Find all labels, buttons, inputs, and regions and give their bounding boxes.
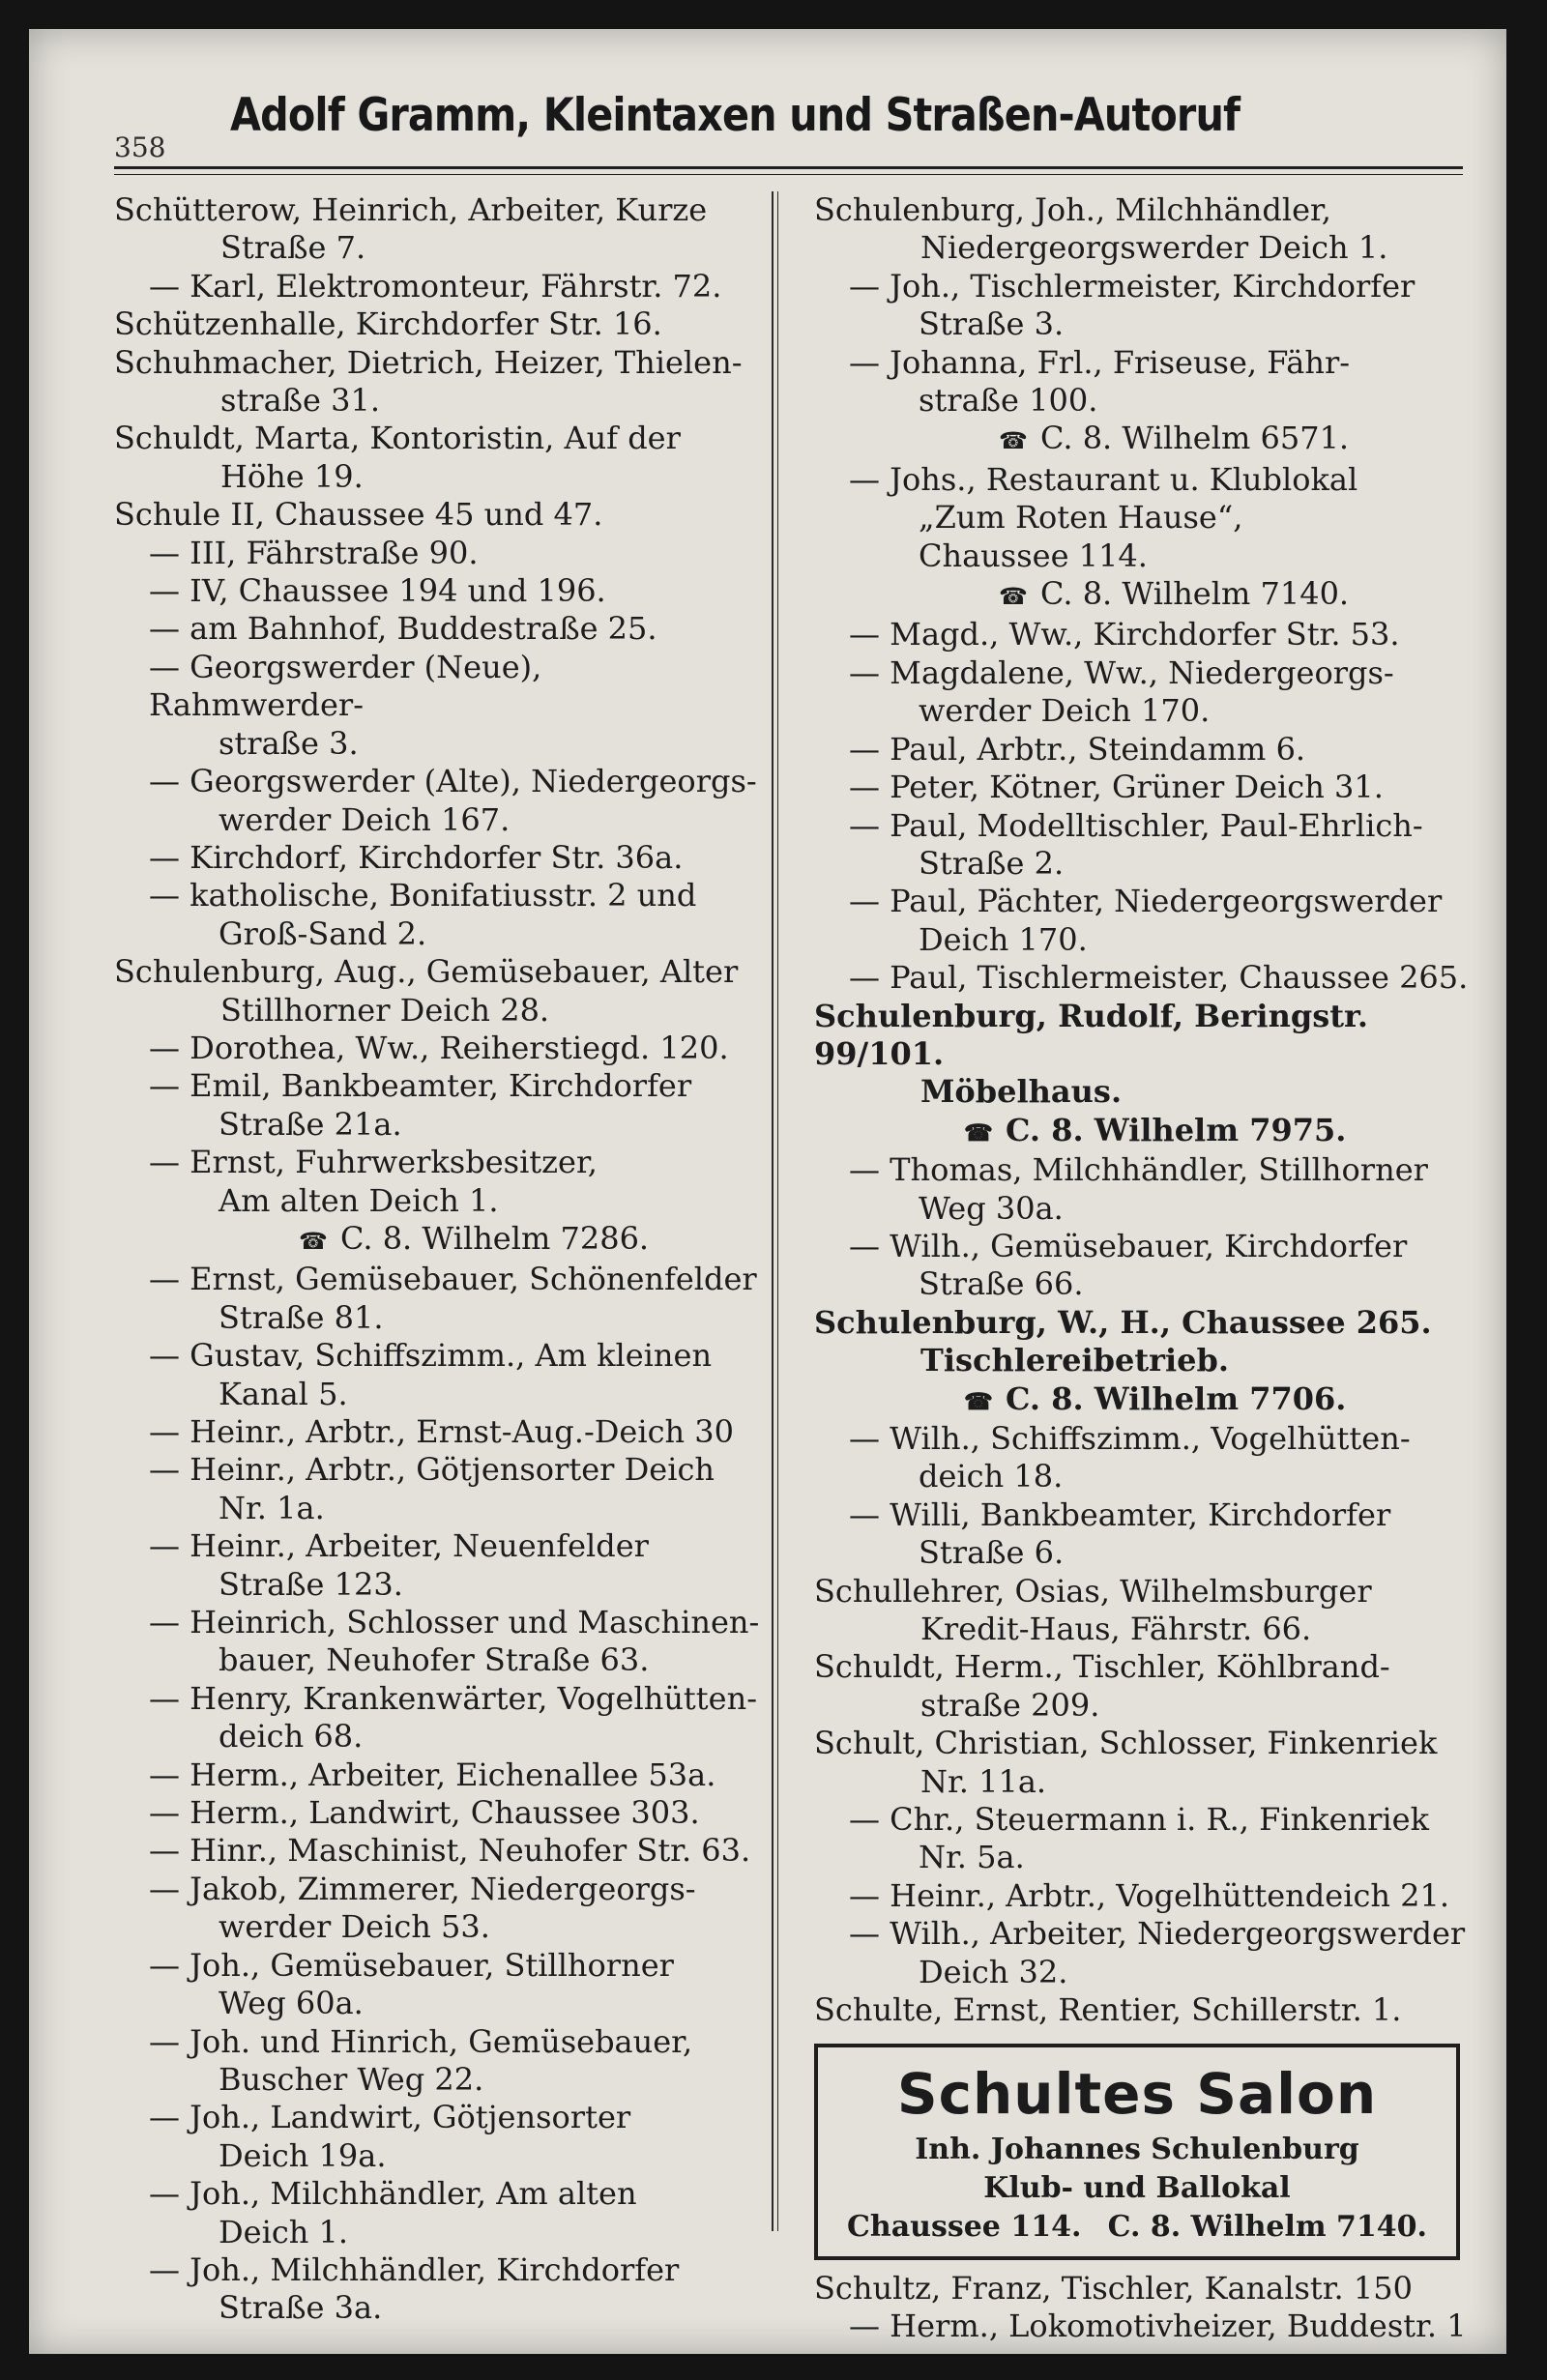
directory-entry <box>114 1604 762 1680</box>
salon-address-line <box>833 2208 1441 2247</box>
entry-text: — Herm., Landwirt, Chaussee 303. <box>149 1794 700 1832</box>
directory-entry <box>114 1067 762 1144</box>
entry-continuation: „Zum Roten Hause“, <box>919 499 1243 537</box>
directory-entry <box>814 1304 1472 1420</box>
salon-address: Chaussee 114. <box>847 2209 1082 2244</box>
directory-entry <box>114 1871 762 1947</box>
entry-text: — Johanna, Frl., Friseuse, Fähr- <box>849 343 1351 381</box>
entry-text: Schütterow, Heinrich, Arbeiter, Kurze <box>114 191 708 228</box>
entry-text: — Heinr., Arbtr., Vogelhüttendeich 21. <box>849 1876 1450 1914</box>
phone-line <box>849 420 1472 460</box>
directory-entry <box>114 496 762 534</box>
entry-continuation: Niedergeorgswerder Deich 1. <box>920 229 1388 267</box>
directory-entry <box>114 1832 762 1870</box>
phone-number: C. 8. Wilhelm 6571. <box>1040 420 1350 457</box>
entry-text: — Joh., Milchhändler, Kirchdorfer <box>149 2250 680 2288</box>
directory-entry <box>814 1877 1472 1915</box>
entry-text: — Georgswerder (Neue), Rahmwerder- <box>149 648 542 724</box>
page-header <box>114 89 1463 182</box>
phone-line <box>814 1112 1472 1151</box>
directory-entry <box>814 807 1472 884</box>
entry-text: — Wilh., Arbeiter, Niedergeorgswerder <box>849 1915 1466 1953</box>
right-column <box>814 191 1472 2345</box>
telephone-icon: ☎ <box>999 427 1028 455</box>
entry-continuation: werder Deich 170. <box>919 692 1211 730</box>
entry-text: — Ernst, Gemüsebauer, Schönenfelder <box>149 1261 757 1298</box>
phone-line <box>149 1220 762 1261</box>
entry-text: — Emil, Bankbeamter, Kirchdorfer <box>149 1067 692 1105</box>
entry-text: — III, Fährstraße 90. <box>149 534 479 571</box>
entry-continuation: deich 18. <box>919 1458 1064 1495</box>
entry-text: — Joh. und Hinrich, Gemüsebauer, <box>149 2022 693 2060</box>
entry-text: — Joh., Tischlermeister, Kirchdorfer <box>849 267 1416 305</box>
directory-entry <box>814 268 1472 344</box>
entry-text: — Magd., Ww., Kirchdorfer Str. 53. <box>849 616 1400 653</box>
entry-continuation: Am alten Deich 1. <box>219 1181 499 1219</box>
header-rule-thin <box>114 174 1463 175</box>
entry-text: Schult, Christian, Schlosser, Finkenriek <box>814 1725 1438 1762</box>
entry-text: — Henry, Krankenwärter, Vogelhütten- <box>149 1679 757 1717</box>
column-divider-thin <box>777 191 778 2231</box>
entry-text: — IV, Chaussee 194 und 196. <box>149 572 606 610</box>
entry-text: — Chr., Steuermann i. R., Finkenriek <box>849 1801 1429 1839</box>
directory-entry <box>114 1337 762 1413</box>
directory-entry <box>814 344 1472 461</box>
entry-continuation: Möbelhaus. <box>920 1073 1123 1111</box>
entry-text: Schule II, Chaussee 45 und 47. <box>114 496 603 534</box>
entry-continuation: Tischlereibetrieb. <box>920 1342 1230 1379</box>
directory-entry <box>814 1915 1472 1991</box>
directory-entry <box>114 839 762 877</box>
entry-continuation: Straße 3a. <box>219 2289 383 2327</box>
directory-entry <box>814 1420 1472 1496</box>
directory-entry <box>814 998 1472 1152</box>
directory-entry <box>814 1725 1472 1801</box>
entry-continuation: bauer, Neuhofer Straße 63. <box>219 1641 650 1679</box>
directory-entry <box>114 649 762 763</box>
directory-entry <box>114 1756 762 1794</box>
phone-number: C. 8. Wilhelm 7975. <box>1006 1111 1347 1148</box>
entry-text: — Paul, Modelltischler, Paul-Ehrlich- <box>849 806 1423 844</box>
directory-entry <box>814 1228 1472 1304</box>
entry-text: — Joh., Landwirt, Götjensorter <box>149 2099 631 2136</box>
entry-text: — am Bahnhof, Buddestraße 25. <box>149 610 657 648</box>
entry-text: Schulenburg, W., H., Chaussee 265. <box>814 1303 1432 1341</box>
entry-text: — Joh., Milchhändler, Am alten <box>149 2175 637 2213</box>
header-rule <box>114 166 1463 169</box>
directory-entry <box>114 610 762 648</box>
entry-text: — Herm., Lokomotivheizer, Buddestr. 1 <box>849 2307 1467 2344</box>
entry-text: — Willi, Bankbeamter, Kirchdorfer <box>849 1495 1391 1533</box>
directory-entry <box>114 572 762 610</box>
entry-text: — Wilh., Gemüsebauer, Kirchdorfer <box>849 1227 1408 1264</box>
entry-text: Schuhmacher, Dietrich, Heizer, Thielen- <box>114 343 743 381</box>
directory-entry <box>814 654 1472 731</box>
entry-continuation: Nr. 5a. <box>919 1839 1025 1876</box>
entry-continuation: Straße 123. <box>219 1565 403 1603</box>
entry-continuation: werder Deich 167. <box>219 800 511 838</box>
directory-entry <box>114 2175 762 2251</box>
directory-entry <box>814 1151 1472 1228</box>
phone-number: C. 8. Wilhelm 7706. <box>1006 1379 1347 1417</box>
salon-title: Schultes Salon <box>896 2060 1378 2127</box>
entry-text: Schultz, Franz, Tischler, Kanalstr. 150 <box>814 2269 1413 2307</box>
entry-continuation: Deich 19a. <box>219 2136 387 2174</box>
directory-entry <box>114 1527 762 1604</box>
entry-text: Schützenhalle, Kirchdorfer Str. 16. <box>114 305 662 343</box>
entry-continuation: Deich 170. <box>919 920 1088 958</box>
directory-entry <box>114 953 762 1030</box>
entry-continuation: Höhe 19. <box>220 457 364 495</box>
directory-entry <box>114 1794 762 1832</box>
entry-continuation: Stillhorner Deich 28. <box>220 991 550 1029</box>
entry-text: Schuldt, Herm., Tischler, Köhlbrand- <box>814 1648 1390 1686</box>
phone-line <box>814 1380 1472 1420</box>
directory-entry <box>814 769 1472 806</box>
entry-text: — Magdalene, Ww., Niedergeorgs- <box>849 653 1394 691</box>
entry-continuation: werder Deich 53. <box>219 1908 490 1946</box>
directory-entry <box>114 1451 762 1527</box>
page-number: 358 <box>114 131 166 163</box>
entry-text: — Heinrich, Schlosser und Maschinen- <box>149 1604 760 1641</box>
entry-text: — Wilh., Schiffszimm., Vogelhütten- <box>849 1420 1411 1457</box>
entry-continuation: Straße 6. <box>919 1534 1065 1572</box>
entry-continuation: Weg 60a. <box>219 1985 364 2022</box>
entry-text: — Paul, Pächter, Niedergeorgswerder <box>849 883 1443 920</box>
entry-continuation: Chaussee 114. <box>919 537 1148 574</box>
entry-continuation: Kanal 5. <box>219 1375 348 1412</box>
entry-continuation: Buscher Weg 22. <box>219 2060 484 2098</box>
entry-text: Schulte, Ernst, Rentier, Schillerstr. 1. <box>814 1991 1402 2029</box>
entry-text: — Herm., Arbeiter, Eichenallee 53a. <box>149 1756 716 1793</box>
directory-entry <box>114 877 762 953</box>
left-column <box>114 191 762 2328</box>
entry-continuation: Deich 1. <box>219 2213 349 2250</box>
directory-entry <box>114 2099 762 2175</box>
entry-continuation: Straße 2. <box>919 844 1065 882</box>
entry-text: — Ernst, Fuhrwerksbesitzer, <box>149 1144 598 1181</box>
entry-text: — Peter, Kötner, Grüner Deich 31. <box>849 769 1384 806</box>
directory-entry <box>814 461 1472 617</box>
entry-text: — Thomas, Milchhändler, Stillhorner <box>849 1151 1428 1189</box>
entry-text: Schulenburg, Rudolf, Beringstr. 99/101. <box>814 997 1369 1072</box>
directory-entry <box>814 2270 1472 2307</box>
directory-entry <box>114 535 762 572</box>
directory-page <box>29 29 1506 2354</box>
directory-entry <box>814 2307 1472 2345</box>
entry-text: Schullehrer, Osias, Wilhelmsburger <box>814 1572 1372 1610</box>
directory-entry <box>114 1144 762 1261</box>
directory-entry <box>814 731 1472 769</box>
directory-entry <box>114 191 762 268</box>
entry-text: — Paul, Tischlermeister, Chaussee 265. <box>849 959 1469 997</box>
entry-text: — Karl, Elektromonteur, Fährstr. 72. <box>149 267 722 305</box>
entry-text: — Heinr., Arbeiter, Neuenfelder <box>149 1527 649 1565</box>
salon-advertisement <box>814 2044 1460 2260</box>
entry-text: — Heinr., Arbtr., Ernst-Aug.-Deich 30 <box>149 1413 734 1450</box>
directory-entry <box>114 2251 762 2328</box>
directory-entry <box>114 1261 762 1337</box>
entry-continuation: Kredit-Haus, Fährstr. 66. <box>920 1611 1312 1648</box>
telephone-icon: ☎ <box>299 1227 328 1255</box>
entry-text: Schuldt, Marta, Kontoristin, Auf der <box>114 420 681 457</box>
entry-continuation: Straße 21a. <box>219 1105 402 1143</box>
column-divider <box>772 191 774 2231</box>
phone-number: C. 8. Wilhelm 7286. <box>340 1219 650 1257</box>
entry-text: — katholische, Bonifatiusstr. 2 und <box>149 877 697 914</box>
directory-entry <box>114 344 762 421</box>
directory-entry <box>814 1801 1472 1877</box>
right-column-entries-after-ad <box>814 2270 1472 2346</box>
salon-owner: Inh. Johannes Schulenburg <box>915 2132 1359 2166</box>
entry-text: — Georgswerder (Alte), Niedergeorgs- <box>149 763 757 800</box>
directory-entry <box>114 1947 762 2023</box>
directory-entry <box>814 1496 1472 1573</box>
entry-continuation: deich 68. <box>219 1718 364 1756</box>
telephone-icon: ☎ <box>964 1117 993 1146</box>
entry-text: — Jakob, Zimmerer, Niedergeorgs- <box>149 1870 696 1907</box>
entry-continuation: Nr. 11a. <box>920 1762 1047 1800</box>
directory-entry <box>114 420 762 496</box>
directory-entry <box>114 1680 762 1756</box>
directory-entry <box>814 616 1472 653</box>
directory-entry <box>114 2023 762 2100</box>
salon-phone: C. 8. Wilhelm 7140. <box>1107 2209 1427 2244</box>
phone-number: C. 8. Wilhelm 7140. <box>1040 575 1350 613</box>
phone-line <box>849 575 1472 616</box>
entry-continuation: straße 3. <box>219 724 359 762</box>
entry-text: — Kirchdorf, Kirchdorfer Str. 36a. <box>149 838 684 876</box>
entry-continuation: Nr. 1a. <box>219 1489 325 1526</box>
directory-entry <box>814 883 1472 959</box>
directory-entry <box>114 763 762 839</box>
directory-entry <box>814 959 1472 997</box>
directory-entry <box>114 1030 762 1067</box>
entry-text: — Johs., Restaurant u. Klublokal <box>849 460 1358 498</box>
page-title: Adolf Gramm, Kleintaxen und Straßen-Autoruf <box>230 89 1241 142</box>
telephone-icon: ☎ <box>999 583 1028 611</box>
entry-text: Schulenburg, Joh., Milchhändler, <box>814 191 1331 228</box>
entry-continuation: straße 100. <box>919 382 1098 420</box>
entry-continuation: Straße 3. <box>919 305 1065 343</box>
entry-continuation: Deich 32. <box>919 1953 1068 1990</box>
entry-continuation: Straße 7. <box>220 229 366 267</box>
entry-continuation: Straße 81. <box>219 1298 384 1336</box>
directory-entry <box>814 1573 1472 1649</box>
salon-subtitle: Klub- und Ballokal <box>983 2170 1291 2205</box>
right-column-entries <box>814 191 1472 2030</box>
entry-continuation: Weg 30a. <box>919 1189 1064 1227</box>
entry-text: Schulenburg, Aug., Gemüsebauer, Alter <box>114 953 739 991</box>
entry-text: — Dorothea, Ww., Reiherstiegd. 120. <box>149 1029 729 1066</box>
directory-entry <box>114 1413 762 1451</box>
entry-continuation: Straße 66. <box>919 1265 1084 1303</box>
entry-continuation: straße 31. <box>220 382 381 420</box>
entry-continuation: straße 209. <box>920 1686 1100 1724</box>
directory-entry <box>114 268 762 305</box>
directory-entry <box>814 1991 1472 2029</box>
entry-text: — Paul, Arbtr., Steindamm 6. <box>849 730 1306 768</box>
entry-text: — Gustav, Schiffszimm., Am kleinen <box>149 1337 713 1375</box>
directory-entry <box>114 305 762 343</box>
directory-entry <box>814 191 1472 268</box>
entry-text: — Hinr., Maschinist, Neuhofer Str. 63. <box>149 1832 751 1870</box>
directory-entry <box>814 1648 1472 1725</box>
telephone-icon: ☎ <box>964 1386 993 1415</box>
entry-text: — Heinr., Arbtr., Götjensorter Deich <box>149 1451 715 1489</box>
entry-continuation: Groß-Sand 2. <box>219 914 427 952</box>
entry-text: — Joh., Gemüsebauer, Stillhorner <box>149 1946 674 1984</box>
